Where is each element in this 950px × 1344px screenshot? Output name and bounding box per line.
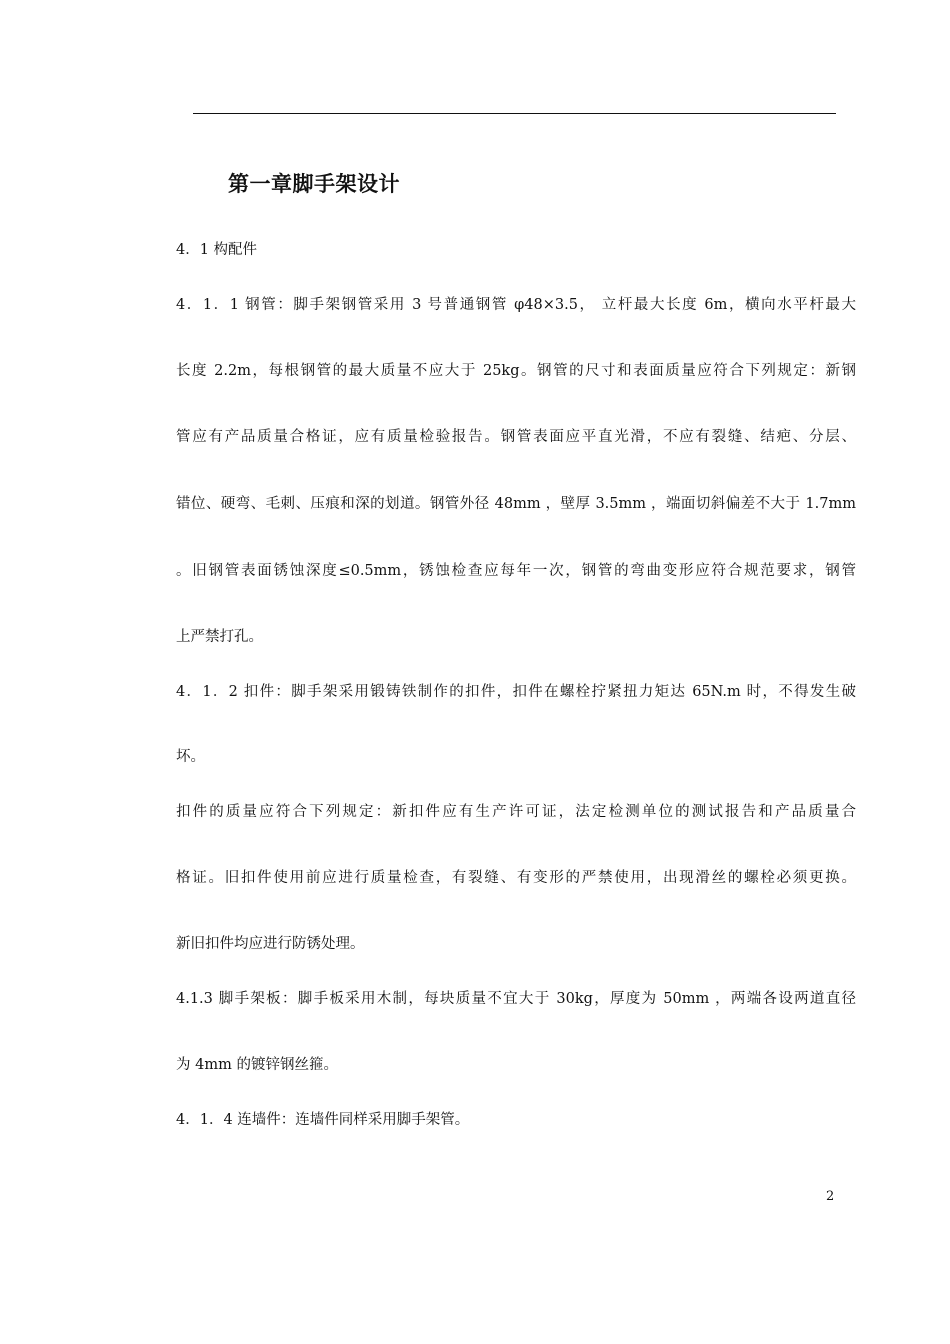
paragraph-line: 新旧扣件均应进行防锈处理。 bbox=[176, 936, 365, 952]
paragraph-line: 错位、硬弯、毛刺、压痕和深的划道。钢管外径 48mm ，壁厚 3.5mm ，端面切斜偏差不大于 1.7mm bbox=[176, 496, 856, 512]
paragraph-line: 4.1.3 脚手架板：脚手板采用木制，每块质量不宜大于 30kg，厚度为 50mm ，两端各设两道直径 bbox=[176, 991, 856, 1007]
paragraph-line: 上严禁打孔。 bbox=[176, 629, 263, 645]
paragraph-line: 长度 2.2m，每根钢管的最大质量不应大于 25kg。钢管的尺寸和表面质量应符合下列规定：新钢 bbox=[176, 363, 856, 379]
paragraph-line: 为 4mm 的镀锌钢丝箍。 bbox=[176, 1057, 338, 1073]
paragraph-line: 格证。旧扣件使用前应进行质量检查，有裂缝、有变形的严禁使用，出现滑丝的螺栓必须更换。 bbox=[176, 870, 856, 886]
paragraph-line: 4．1．2 扣件：脚手架采用锻铸铁制作的扣件，扣件在螺栓拧紧扭力矩达 65N.m 时，不得发生破 bbox=[176, 684, 856, 700]
paragraph-line: 扣件的质量应符合下列规定：新扣件应有生产许可证，法定检测单位的测试报告和产品质量合 bbox=[176, 804, 856, 820]
header-rule bbox=[193, 113, 836, 114]
paragraph-line: 管应有产品质量合格证，应有质量检验报告。钢管表面应平直光滑，不应有裂缝、结疤、分层、 bbox=[176, 429, 856, 445]
page-number: 2 bbox=[826, 1189, 835, 1204]
paragraph-line: 。旧钢管表面锈蚀深度≤0.5mm，锈蚀检查应每年一次，钢管的弯曲变形应符合规范要求，钢管 bbox=[176, 563, 856, 579]
paragraph-line: 4．1．1 钢管：脚手架钢管采用 3 号普通钢管 φ48×3.5， 立杆最大长度 6m，横向水平杆最大 bbox=[176, 297, 856, 313]
paragraph-line: 坏。 bbox=[176, 749, 205, 765]
chapter-title: 第一章脚手架设计 bbox=[228, 172, 400, 196]
paragraph-line: 4．1．4 连墙件：连墙件同样采用脚手架管。 bbox=[176, 1112, 470, 1128]
section-heading-4-1: 4．1 构配件 bbox=[176, 242, 258, 258]
